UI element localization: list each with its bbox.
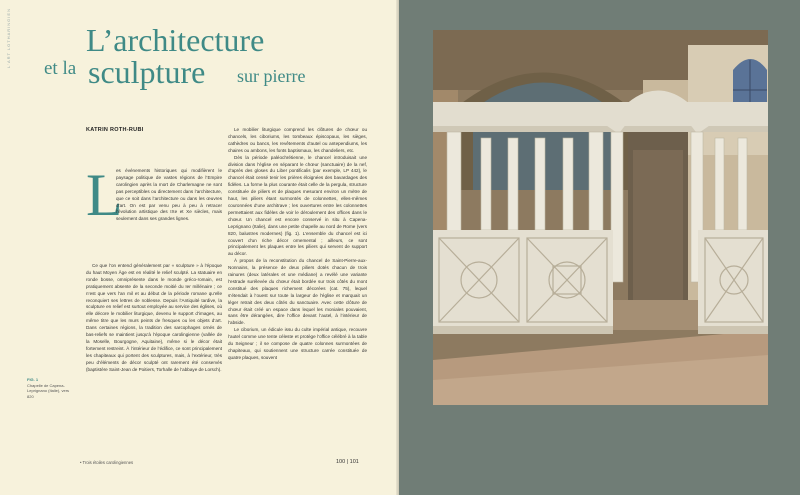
drop-cap: L xyxy=(86,162,123,228)
col2-paragraph-4: Le ciborium, un édicule issu du culte impérial antique, recouvre l’autel comme une tente céleste et protège l’office célébré à la table du Seigneur ; il se compose de quatre colonnes surmontées de chapiteaux, qui soutiennent une structure carrée constituée de quatre plaques, souvent xyxy=(228,327,367,360)
figure-caption-text: Chapelle de Capena-Leprignano (Italie), vers 820 xyxy=(27,382,70,399)
figure-caption xyxy=(27,377,71,399)
page-footer: • Trois étoiles carolingiennes xyxy=(80,460,134,465)
title-line-2-prefix: et la xyxy=(44,58,77,79)
title-line-2-suffix: sur pierre xyxy=(237,66,306,86)
author-name: KATRIN ROTH-RUBI xyxy=(86,127,144,133)
running-head: L'ART LOTHARINGIEN xyxy=(6,8,11,68)
title-line-1: L’architecture xyxy=(86,22,265,58)
page-numbers: 100 | 101 xyxy=(336,459,359,465)
lead-paragraph-text: es événements historiques qui modifièrent le paysage politique de vastes régions de l’Empire carolingien après la mort de Charlemagne ne sont pas perceptibles ou directement dans l’architecture, que ce soit dans l’architecture ou dans les œuvres d’art. On est par venu peu à peu à retracer l’évolution artistique des IXe et Xe siècles, mais seulement dans ses grandes lignes. xyxy=(116,168,222,222)
title-line-2-main: sculpture xyxy=(88,54,206,90)
text-column-2 xyxy=(228,127,367,362)
figure-label: FIG. 1 xyxy=(27,377,39,382)
lead-paragraph xyxy=(116,168,222,223)
col2-paragraph-3: À propos de la reconstitution du chancel de Saint-Pierre-aux-Nonnains, la présence de deux piliers dotés chacun de trois rainures (deux latérales et une médiane) a revélé une variante l’estrade surélevée du chœur était bordée sur trois côtés du mont constitué des plaques richement décorées (cat. 75), lequel s’étendait à l’ouest sur toute la largeur de l’église et marquait un léger retrait des deux côtés du sanctuaire. Avec cette clôture de chœur était créé un espace dans lequel les moniales pouvaient, sans être dérangées, dire l’office devant l’autel, à l’intérieur de l’abside. xyxy=(228,258,367,326)
col2-paragraph-2: Dès la période paléochrétienne, le chancel introduisait une division dans l’église en séparant le chœur (sanctuaire) de la nef, d’après des gloses du Liber pontificalis (par exemple, LP 442), le chancel était censé tenir les prières éloignées des bavardages des fidèles. La forme la plus courante était celle de la pergula, structure constituée de piliers et de plaques mesurant environ un mètre de haut, les piliers étant surmontés de colonnettes, elles-mêmes couronnées d’une architrave ; les ouvertures entre les colonnettes permettaient aux fidèles de voir le déroulement des offices dans le chœur. Un chancel est encore conservé in situ à Capena-Leprignano (Italie), dans une petite chapelle au nord de Rome (vers 820, balustres modernes) (fig. 1). L’ensemble du chancel est ici couvert d’un riche décor ornemental ; ailleurs, ce sont principalement les plaques entre les piliers qui servent de support au décor. xyxy=(228,154,367,257)
chancel-photo-icon xyxy=(433,30,768,405)
left-page xyxy=(0,0,399,495)
text-column-1 xyxy=(86,263,222,374)
col1-paragraph-1: Ce que l’on entend généralement par « sculpture » à l’époque du haut Moyen Âge est en réalité le relief sculpté. La statuaire en ronde bosse, omniprésente dans le monde gréco-romain, est pratiquement absente de la seconde moitié du Ier millénaire ; ce n’est que vers l’an mil et au début de la période romane qu’elle reconquiert ses lettres de noblesse. Depuis l’Antiquité tardive, la sculpture en relief est surtout employée au service des églises, où elle décore le mobilier liturgique, devenu le support d’images, au même titre que les murs peints de fresques ou les objets d’art. Dans certaines régions, la tradition des sarcophages ornés de bas-reliefs se maintient jusqu’à l’époque carolingienne (vallée de la Moselle, Bourgogne, Aquitaine), même si le décor était fortement restreint. À l’intérieur de l’édifice, ce sont principalement les chapiteaux qui portent des sculptures, mais, à l’extérieur, très peu d’éléments de décor sculpté ont rarement été conservés (baptistère Saint-Jean de Poitiers, Torhalle de l’abbaye de Lorsch). xyxy=(86,263,222,372)
col2-paragraph-1: Le mobilier liturgique comprend les clôtures de chœur ou chancels, les ciboriums, les tombeaux épiscopaux, les sièges, cathèdres ou bancs, les revêtements d’autel ou antependiums, les chaires ou ambons, les fonts baptismaux, les chandeliers, etc. xyxy=(228,127,367,153)
